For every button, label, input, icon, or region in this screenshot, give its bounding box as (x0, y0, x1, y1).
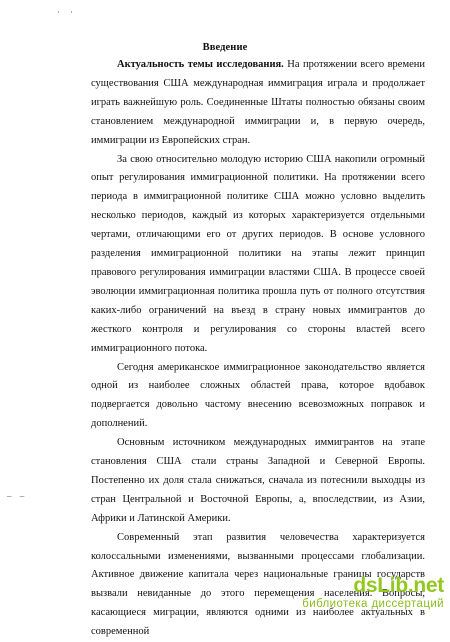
paragraph-text: Современный этап развития человечества характеризуется колоссальными изменениями, вызванными процессами глобализации. Активное движение капитала через национальные границы государств вызвали невиданные до этого перемещения населения. Вопросы, касающиеся миграции, являются одними из наиболее актуальных в современной (91, 531, 425, 638)
paragraph-sources (91, 434, 425, 529)
page-title: Введение (202, 42, 248, 53)
watermark-logo: dsLib.net (353, 574, 444, 597)
scan-mark-top: · (57, 7, 60, 17)
watermark-tagline: библиотека диссертаций (302, 598, 444, 610)
paragraph-text: Основным источником международных иммигрантов на этапе становления США стали страны Западной и Северной Европы. Постепенно их доля стала снижаться, сначала из потеснили выходцы из стран Центральной и Восточной Европы, а, впоследствии, из Азии, Африки и Латинской Америки. (91, 437, 425, 524)
paragraph-text: На протяжении всего времени существования США международная иммиграция играла и продолжает играть важнейшую роль. Соединенные Штаты полностью обязаны своим становлением международной иммиграции и, в первую очередь, иммиграции из Европейских стран. (91, 59, 425, 146)
paragraph-text: Сегодня американское иммиграционное законодательство является одной из наиболее сложных областей права, которое вдобавок подвергается довольно частому внесению всевозможных поправок и дополнений. (91, 361, 425, 430)
paragraph-lead: Актуальность темы исследования. (117, 59, 284, 70)
document-body (91, 56, 425, 642)
paragraph-legislation (91, 359, 425, 435)
paragraph-relevance (91, 56, 425, 151)
paragraph-history (91, 151, 425, 359)
scan-mark-left: – – (7, 491, 28, 501)
paragraph-text: За свою относительно молодую историю США накопили огромный опыт регулирования иммиграционной политики. На протяжении всего периода в иммиграционной политике США можно условно выделить несколько периодов, каждый из которых характеризуется отдельными чертами, отличающими его от других периодов. В основе условного разделения иммиграционной политики на этапы лежит принцип правового регулирования иммиграции властями США. В процессе своей эволюции иммиграционная политика прошла путь от полного отсутствия каких-либо ограничений на въезд в страну новых иммигрантов до жесткого контроля и регулирования со стороны властей всего иммиграционного потока. (91, 153, 425, 354)
scan-mark-top-2: · (70, 7, 73, 17)
watermark (302, 575, 444, 610)
